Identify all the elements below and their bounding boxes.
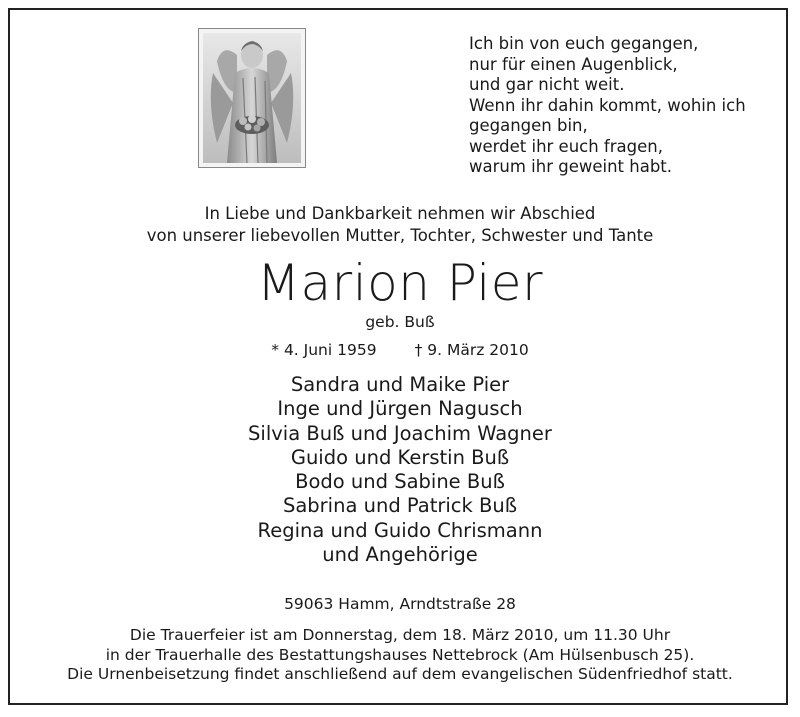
mourner-line: Regina und Guido Chrismann [257,518,543,542]
intro-line: von unserer liebevollen Mutter, Tochter, Schwester und Tante [146,226,654,245]
address: 59063 Hamm, Arndtstraße 28 [284,595,516,613]
deceased-name: Marion Pier [256,254,544,312]
poem-line: Ich bin von euch gegangen, [469,34,699,53]
life-dates [0,340,800,360]
poem-line: werdet ihr euch fragen, [469,136,663,156]
death-date: † 9. März 2010 [414,341,529,359]
poem-line: gegangen bin, [469,116,588,135]
angel-statue-icon [203,33,301,163]
poem-line: und gar nicht weit. [469,75,625,94]
mourners-list [0,373,800,567]
mourner-line: Sabrina und Patrick Buß [282,494,518,518]
ceremony-line: in der Trauerhalle des Bestattungshauses Nettebrock (Am Hülsenbusch 25). [105,645,695,664]
mourner-line: Bodo und Sabine Buß [295,470,505,494]
mourner-line: und Angehörige [322,543,478,567]
birth-date: * 4. Juni 1959 [271,341,377,359]
mourner-line: Guido und Kerstin Buß [290,445,510,469]
intro-line: In Liebe und Dankbarkeit nehmen wir Abschied [204,204,596,223]
ceremony-info [0,626,800,685]
angel-statue-photo [198,28,306,168]
poem [469,34,779,178]
ceremony-line: Die Urnenbeisetzung findet anschließend auf dem evangelischen Südenfriedhof statt. [67,665,733,683]
intro-text [0,203,800,247]
mourner-line: Inge und Jürgen Nagusch [277,397,523,421]
mourner-line: Silvia Buß und Joachim Wagner [248,421,552,445]
poem-line: warum ihr geweint habt. [469,157,673,176]
mourner-line: Sandra und Maike Pier [290,373,510,396]
poem-line: Wenn ihr dahin kommt, wohin ich [469,95,746,115]
maiden-name: geb. Buß [365,313,435,331]
poem-line: nur für einen Augenblick, [469,54,678,74]
ceremony-line: Die Trauerfeier ist am Donnerstag, dem 18. März 2010, um 11.30 Uhr [129,626,671,644]
